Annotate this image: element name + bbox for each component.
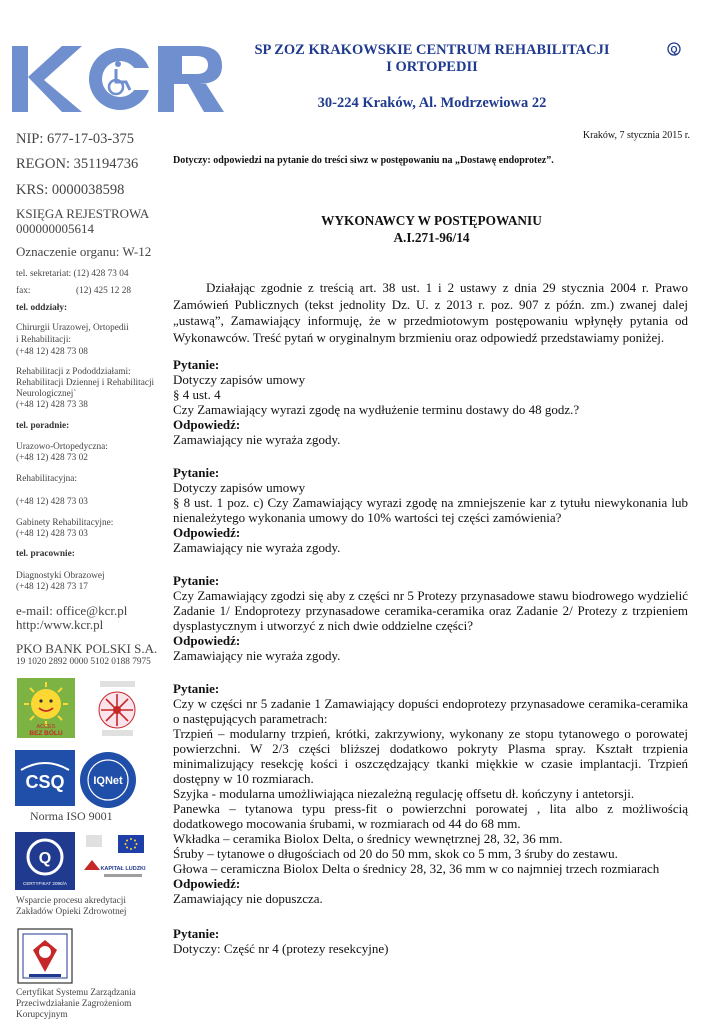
- answer-3: Zamawiający nie wyraża zgody.: [173, 648, 341, 663]
- anti-corruption-cert-logo: [17, 928, 73, 984]
- question-label: Pytanie:: [173, 357, 220, 372]
- answer-label: Odpowiedź:: [173, 525, 241, 540]
- subject-line: Dotyczy: odpowiedzi na pytanie do treści siwz w postępowaniu na „Dostawę endoprotez”.: [173, 155, 554, 166]
- akredytacja-line2: Zakładów Opieki Zdrowotnej: [16, 907, 127, 917]
- ksiega-line1: KSIĘGA REJESTROWA: [16, 206, 150, 221]
- akredytacja-line1: Wsparcie procesu akredytacji: [16, 896, 126, 906]
- rehabilitacja-line3: Neurologicznej`: [16, 389, 77, 399]
- svg-text:Q: Q: [38, 850, 52, 867]
- kcr-logo: [10, 44, 225, 114]
- chirurgia-tel: (+48 12) 428 73 08: [16, 347, 88, 357]
- question-label: Pytanie:: [173, 681, 220, 696]
- q2-line2: § 8 ust. 1 poz. c) Czy Zamawiający wyrazi zgodę na zmniejszenie kar z tytułu niewykonania lub nienależytego wykonania umowy do 10% wartości tej części zamówienia?: [173, 495, 688, 525]
- polish-pain-society-logo: [90, 680, 145, 738]
- cert-line1: Certyfikat Systemu Zarządzania: [16, 988, 136, 998]
- iqnet-logo: [78, 750, 138, 810]
- question-3: [173, 573, 688, 663]
- rehabilitacja-tel: (+48 12) 428 73 38: [16, 400, 88, 410]
- tel-secretariat: tel. sekretariat: (12) 428 73 04: [16, 269, 129, 279]
- tel-pracownie-label: tel. pracownie:: [16, 549, 75, 559]
- csq-text: CSQ: [25, 772, 65, 792]
- q4-sruby: Śruby – tytanowe o długościach od 20 do 50 mm, skok co 5 mm, 3 śruby do zestawu.: [173, 846, 618, 861]
- answer-4: Zamawiający nie dopuszcza.: [173, 891, 323, 906]
- email-link[interactable]: e-mail: office@kcr.pl: [16, 603, 128, 618]
- krs: KRS: 0000038598: [16, 182, 125, 198]
- question-label: Pytanie:: [173, 465, 220, 480]
- cert-line2: Przeciwdziałanie Zagrożeniom: [16, 999, 132, 1009]
- diagnostyka-tel: (+48 12) 428 73 17: [16, 582, 88, 592]
- accreditation-q-logo: [15, 832, 75, 890]
- cert-line3: Korupcyjnym: [16, 1010, 68, 1020]
- bank-name: PKO BANK POLSKI S.A.: [16, 641, 158, 656]
- question-label: Pytanie:: [173, 573, 220, 588]
- quality-mark-icon: [667, 42, 681, 56]
- answer-label: Odpowiedź:: [173, 417, 241, 432]
- question-2: [173, 465, 688, 555]
- org-name-line1: SP ZOZ KRAKOWSKIE CENTRUM REHABILITACJI: [254, 42, 610, 58]
- q3-text: Czy Zamawiający zgodzi się aby z części nr 5 Protezy przynasadowe stawu biodrowego wydzielić Zadanie 1/ Endoprotezy przynasadowe ceramika-ceramika oraz Zadanie 2/ Protezy z trzpieniem dysplastycznym i utworzyć z nich dwie oddzielne części?: [173, 588, 688, 633]
- ksiega-line2: 000000005614: [16, 221, 94, 236]
- rehabilitacja-line2: Rehabilitacji Dziennej i Rehabilitacji: [16, 378, 155, 388]
- question-label: Pytanie:: [173, 926, 220, 941]
- intro-paragraph: Działając zgodnie z treścią art. 38 ust. 1 i 2 ustawy z dnia 29 stycznia 2004 r. Prawo Zamówień Publicznych (tekst jednolity Dz. U. z 2013 r. poz. 907 z późn. zm.) zwanej dalej „ustawą”, Zamawiający informuję, że w przedmiotowym postępowaniu wpłynęły pytania od Wykonawców. Treść pytań w oryginalnym brzmieniu oraz odpowiedź przedstawiamy poniżej.: [173, 280, 688, 345]
- urazowa-line1: Urazowo-Ortopedyczna:: [16, 442, 108, 452]
- urazowa-tel: (+48 12) 428 73 02: [16, 453, 88, 463]
- rehabilitacyjna-line1: Rehabilitacyjna:: [16, 474, 77, 484]
- q4-panewka: Panewka – tytanowa typu press-fit o powierzchni porowatej , lita albo z możliwością dodatkowego mocowania śrubami, w rozmiarach od 44 do 68 mm.: [173, 801, 688, 831]
- fax-value: (12) 425 12 28: [76, 286, 132, 296]
- org-name-line2: I ORTOPEDII: [386, 59, 478, 75]
- question-4: [173, 681, 688, 906]
- fax-label: fax:: [16, 286, 31, 296]
- tel-poradnie-label: tel. poradnie:: [16, 421, 70, 431]
- norma-iso: Norma ISO 9001: [30, 809, 113, 823]
- diagnostyka-line1: Diagnostyki Obrazowej: [16, 571, 105, 581]
- csq-certification-logo: [15, 750, 75, 806]
- svg-text:Q: Q: [670, 44, 678, 55]
- certyfikat-small-text: CERTYFIKAT 2090/A: [23, 881, 67, 886]
- regon: REGON: 351194736: [16, 156, 139, 172]
- eu-kapital-ludzki-logo: [78, 832, 148, 892]
- page-title: WYKONAWCY W POSTĘPOWANIU: [321, 213, 542, 228]
- q4-intro: Czy w części nr 5 zadanie 1 Zamawiający dopuści endoprotezy przynasadowe ceramika-ceramika o następujących parametrach:: [173, 696, 688, 726]
- q1-line3: Czy Zamawiający wyrazi zgodę na wydłużenie terminu dostawy do 48 godz.?: [173, 402, 580, 417]
- nip: NIP: 677-17-03-375: [16, 131, 135, 147]
- rehabilitacja-line1: Rehabilitacji z Pododdziałami:: [16, 367, 131, 377]
- q2-line1: Dotyczy zapisów umowy: [173, 480, 306, 495]
- iqnet-text: IQNet: [93, 775, 123, 787]
- case-number: A.I.271-96/14: [393, 230, 470, 245]
- gabinety-line1: Gabinety Rehabilitacyjne:: [16, 518, 114, 528]
- chirurgia-line2: i Rehabilitacji:: [16, 335, 71, 345]
- q4-glowa: Głowa – ceramiczna Biolox Delta o średnicy 28, 32, 36 mm w co najmniej trzech rozmiarach: [173, 861, 660, 876]
- org-address: 30-224 Kraków, Al. Modrzewiowa 22: [317, 95, 547, 111]
- q4-wkladka: Wkładka – ceramika Biolox Delta, o średnicy wewnętrznej 28, 32, 36 mm.: [173, 831, 563, 846]
- chirurgia-line1: Chirurgii Urazowej, Ortopedii: [16, 323, 129, 333]
- q4-trzpien: Trzpień – modularny trzpień, krótki, zakrzywiony, wykonany ze stopu tytanowego o porowatej powierzchni. W 2/3 części bliższej dodatkowo pokryty Plasma spray. Kształt trzpienia minimalizujący resekcję kości i oszczędzający tkanki miękkie w czasie implantacji. Trzpień dostępny w 10 rozmiarach.: [173, 726, 688, 786]
- acces-bez-bolu-logo: [17, 678, 75, 738]
- answer-label: Odpowiedź:: [173, 876, 241, 891]
- q5-line1: Dotyczy: Część nr 4 (protezy resekcyjne): [173, 941, 389, 956]
- bez-bolu-text: BEZ BÓLU: [29, 730, 63, 737]
- acces-text: ACCES: [36, 724, 56, 730]
- answer-label: Odpowiedź:: [173, 633, 241, 648]
- rehabilitacyjna-tel: (+48 12) 428 73 03: [16, 497, 88, 507]
- bank-account: 19 1020 2892 0000 5102 0188 7975: [16, 657, 151, 667]
- answer-1: Zamawiający nie wyraża zgody.: [173, 432, 341, 447]
- website-link[interactable]: http:/www.kcr.pl: [16, 617, 104, 632]
- fax-row: [16, 286, 131, 297]
- organ-marking: Oznaczenie organu: W-12: [16, 244, 152, 259]
- q1-line2: § 4 ust. 4: [173, 387, 221, 402]
- question-1: [173, 357, 688, 447]
- q1-line1: Dotyczy zapisów umowy: [173, 372, 306, 387]
- answer-2: Zamawiający nie wyraża zgody.: [173, 540, 341, 555]
- question-5: [173, 926, 688, 956]
- kapital-ludzki-text: KAPITAŁ LUDZKI: [100, 866, 146, 872]
- document-date: Kraków, 7 stycznia 2015 r.: [582, 130, 690, 141]
- q4-szyjka: Szyjka - modularna umożliwiająca niezależną regulację offsetu dł. kończyny i antetorsji.: [173, 786, 635, 801]
- tel-oddzialy-label: tel. oddziały:: [16, 303, 68, 313]
- gabinety-tel: (+48 12) 428 73 03: [16, 529, 88, 539]
